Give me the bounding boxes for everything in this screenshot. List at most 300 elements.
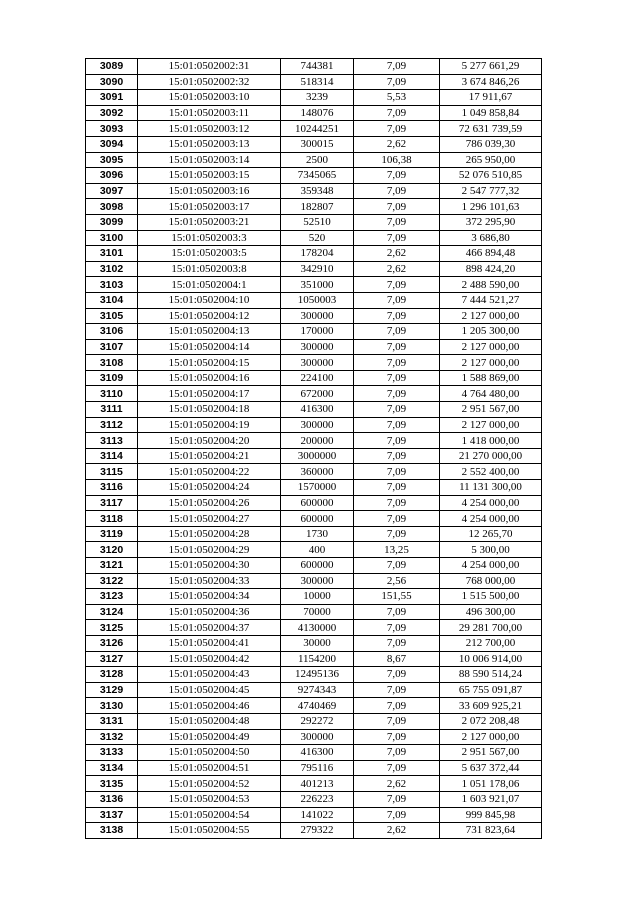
row-number-cell: 3134 xyxy=(86,760,138,776)
rate-cell: 2,56 xyxy=(354,573,440,589)
row-number-cell: 3126 xyxy=(86,635,138,651)
table-body xyxy=(86,59,542,839)
cadastral-number-cell: 15:01:0502004:18 xyxy=(138,402,281,418)
rate-cell: 5,53 xyxy=(354,90,440,106)
rate-cell: 7,09 xyxy=(354,558,440,574)
cadastral-number-cell: 15:01:0502004:22 xyxy=(138,464,281,480)
row-number-cell: 3120 xyxy=(86,542,138,558)
value-cell: 2 127 000,00 xyxy=(440,417,542,433)
table-row xyxy=(86,246,542,262)
rate-cell: 7,09 xyxy=(354,464,440,480)
row-number-cell: 3103 xyxy=(86,277,138,293)
table-row xyxy=(86,589,542,605)
table-row xyxy=(86,183,542,199)
rate-cell: 7,09 xyxy=(354,448,440,464)
cadastral-number-cell: 15:01:0502004:16 xyxy=(138,370,281,386)
row-number-cell: 3127 xyxy=(86,651,138,667)
cadastral-number-cell: 15:01:0502004:15 xyxy=(138,355,281,371)
row-number-cell: 3137 xyxy=(86,807,138,823)
table-row xyxy=(86,604,542,620)
cadastral-number-cell: 15:01:0502002:31 xyxy=(138,59,281,75)
value-cell: 10 006 914,00 xyxy=(440,651,542,667)
value-cell: 999 845,98 xyxy=(440,807,542,823)
area-cell: 141022 xyxy=(281,807,354,823)
cadastral-number-cell: 15:01:0502004:46 xyxy=(138,698,281,714)
table-row xyxy=(86,620,542,636)
row-number-cell: 3102 xyxy=(86,261,138,277)
value-cell: 2 951 567,00 xyxy=(440,745,542,761)
row-number-cell: 3110 xyxy=(86,386,138,402)
area-cell: 600000 xyxy=(281,495,354,511)
rate-cell: 7,09 xyxy=(354,511,440,527)
cadastral-number-cell: 15:01:0502004:13 xyxy=(138,324,281,340)
row-number-cell: 3089 xyxy=(86,59,138,75)
area-cell: 520 xyxy=(281,230,354,246)
table-row xyxy=(86,667,542,683)
cadastral-number-cell: 15:01:0502004:19 xyxy=(138,417,281,433)
rate-cell: 7,09 xyxy=(354,105,440,121)
row-number-cell: 3121 xyxy=(86,558,138,574)
row-number-cell: 3092 xyxy=(86,105,138,121)
cadastral-number-cell: 15:01:0502003:15 xyxy=(138,168,281,184)
rate-cell: 7,09 xyxy=(354,74,440,90)
rate-cell: 7,09 xyxy=(354,698,440,714)
cadastral-number-cell: 15:01:0502004:20 xyxy=(138,433,281,449)
row-number-cell: 3132 xyxy=(86,729,138,745)
row-number-cell: 3093 xyxy=(86,121,138,137)
rate-cell: 7,09 xyxy=(354,433,440,449)
value-cell: 88 590 514,24 xyxy=(440,667,542,683)
cadastral-number-cell: 15:01:0502003:16 xyxy=(138,183,281,199)
row-number-cell: 3138 xyxy=(86,823,138,839)
rate-cell: 7,09 xyxy=(354,168,440,184)
table-row xyxy=(86,152,542,168)
value-cell: 768 000,00 xyxy=(440,573,542,589)
row-number-cell: 3096 xyxy=(86,168,138,184)
value-cell: 65 755 091,87 xyxy=(440,682,542,698)
rate-cell: 7,09 xyxy=(354,402,440,418)
cadastral-number-cell: 15:01:0502004:43 xyxy=(138,667,281,683)
value-cell: 2 552 400,00 xyxy=(440,464,542,480)
table-row xyxy=(86,729,542,745)
value-cell: 52 076 510,85 xyxy=(440,168,542,184)
row-number-cell: 3135 xyxy=(86,776,138,792)
table-row xyxy=(86,823,542,839)
cadastral-number-cell: 15:01:0502003:11 xyxy=(138,105,281,121)
row-number-cell: 3114 xyxy=(86,448,138,464)
area-cell: 416300 xyxy=(281,745,354,761)
rate-cell: 7,09 xyxy=(354,308,440,324)
table-row xyxy=(86,573,542,589)
value-cell: 3 674 846,26 xyxy=(440,74,542,90)
table-row xyxy=(86,136,542,152)
cadastral-number-cell: 15:01:0502004:36 xyxy=(138,604,281,620)
cadastral-number-cell: 15:01:0502004:41 xyxy=(138,635,281,651)
value-cell: 4 254 000,00 xyxy=(440,511,542,527)
rate-cell: 2,62 xyxy=(354,246,440,262)
row-number-cell: 3097 xyxy=(86,183,138,199)
cadastral-number-cell: 15:01:0502004:12 xyxy=(138,308,281,324)
rate-cell: 7,09 xyxy=(354,480,440,496)
cadastral-number-cell: 15:01:0502004:42 xyxy=(138,651,281,667)
value-cell: 731 823,64 xyxy=(440,823,542,839)
cadastral-number-cell: 15:01:0502004:50 xyxy=(138,745,281,761)
row-number-cell: 3106 xyxy=(86,324,138,340)
rate-cell: 2,62 xyxy=(354,776,440,792)
rate-cell: 7,09 xyxy=(354,667,440,683)
row-number-cell: 3101 xyxy=(86,246,138,262)
table-row xyxy=(86,277,542,293)
cadastral-number-cell: 15:01:0502003:21 xyxy=(138,214,281,230)
table-row xyxy=(86,402,542,418)
table-row xyxy=(86,760,542,776)
cadastral-number-cell: 15:01:0502004:48 xyxy=(138,713,281,729)
table-row xyxy=(86,635,542,651)
value-cell: 2 547 777,32 xyxy=(440,183,542,199)
rate-cell: 2,62 xyxy=(354,823,440,839)
table-row xyxy=(86,776,542,792)
table-row xyxy=(86,791,542,807)
table-row xyxy=(86,745,542,761)
value-cell: 5 277 661,29 xyxy=(440,59,542,75)
row-number-cell: 3107 xyxy=(86,339,138,355)
value-cell: 5 637 372,44 xyxy=(440,760,542,776)
value-cell: 372 295,90 xyxy=(440,214,542,230)
value-cell: 1 205 300,00 xyxy=(440,324,542,340)
rate-cell: 2,62 xyxy=(354,261,440,277)
cadastral-value-table xyxy=(85,58,542,839)
area-cell: 300000 xyxy=(281,339,354,355)
area-cell: 200000 xyxy=(281,433,354,449)
table-row xyxy=(86,448,542,464)
area-cell: 1730 xyxy=(281,526,354,542)
area-cell: 600000 xyxy=(281,558,354,574)
area-cell: 9274343 xyxy=(281,682,354,698)
cadastral-number-cell: 15:01:0502004:21 xyxy=(138,448,281,464)
table-row xyxy=(86,292,542,308)
area-cell: 70000 xyxy=(281,604,354,620)
row-number-cell: 3136 xyxy=(86,791,138,807)
rate-cell: 7,09 xyxy=(354,355,440,371)
row-number-cell: 3105 xyxy=(86,308,138,324)
rate-cell: 7,09 xyxy=(354,495,440,511)
cadastral-number-cell: 15:01:0502003:14 xyxy=(138,152,281,168)
row-number-cell: 3118 xyxy=(86,511,138,527)
cadastral-number-cell: 15:01:0502004:49 xyxy=(138,729,281,745)
table-row xyxy=(86,370,542,386)
cadastral-number-cell: 15:01:0502004:17 xyxy=(138,386,281,402)
area-cell: 300000 xyxy=(281,417,354,433)
rate-cell: 2,62 xyxy=(354,136,440,152)
area-cell: 400 xyxy=(281,542,354,558)
value-cell: 786 039,30 xyxy=(440,136,542,152)
rate-cell: 7,09 xyxy=(354,682,440,698)
cadastral-number-cell: 15:01:0502004:30 xyxy=(138,558,281,574)
table-row xyxy=(86,698,542,714)
cadastral-number-cell: 15:01:0502003:5 xyxy=(138,246,281,262)
value-cell: 4 764 480,00 xyxy=(440,386,542,402)
value-cell: 2 127 000,00 xyxy=(440,308,542,324)
value-cell: 17 911,67 xyxy=(440,90,542,106)
row-number-cell: 3119 xyxy=(86,526,138,542)
area-cell: 744381 xyxy=(281,59,354,75)
rate-cell: 7,09 xyxy=(354,635,440,651)
cadastral-number-cell: 15:01:0502004:52 xyxy=(138,776,281,792)
row-number-cell: 3125 xyxy=(86,620,138,636)
row-number-cell: 3094 xyxy=(86,136,138,152)
cadastral-number-cell: 15:01:0502004:26 xyxy=(138,495,281,511)
rate-cell: 7,09 xyxy=(354,791,440,807)
cadastral-number-cell: 15:01:0502004:10 xyxy=(138,292,281,308)
table-row xyxy=(86,261,542,277)
rate-cell: 7,09 xyxy=(354,620,440,636)
value-cell: 12 265,70 xyxy=(440,526,542,542)
cadastral-number-cell: 15:01:0502004:45 xyxy=(138,682,281,698)
cadastral-number-cell: 15:01:0502003:3 xyxy=(138,230,281,246)
row-number-cell: 3104 xyxy=(86,292,138,308)
table-row xyxy=(86,433,542,449)
row-number-cell: 3130 xyxy=(86,698,138,714)
value-cell: 7 444 521,27 xyxy=(440,292,542,308)
row-number-cell: 3128 xyxy=(86,667,138,683)
area-cell: 360000 xyxy=(281,464,354,480)
area-cell: 4130000 xyxy=(281,620,354,636)
cadastral-number-cell: 15:01:0502004:24 xyxy=(138,480,281,496)
row-number-cell: 3117 xyxy=(86,495,138,511)
rate-cell: 7,09 xyxy=(354,386,440,402)
value-cell: 2 127 000,00 xyxy=(440,729,542,745)
table-row xyxy=(86,74,542,90)
value-cell: 1 418 000,00 xyxy=(440,433,542,449)
table-row xyxy=(86,651,542,667)
area-cell: 279322 xyxy=(281,823,354,839)
area-cell: 148076 xyxy=(281,105,354,121)
table-row xyxy=(86,542,542,558)
rate-cell: 7,09 xyxy=(354,370,440,386)
area-cell: 10244251 xyxy=(281,121,354,137)
area-cell: 3239 xyxy=(281,90,354,106)
cadastral-number-cell: 15:01:0502004:14 xyxy=(138,339,281,355)
cadastral-number-cell: 15:01:0502004:27 xyxy=(138,511,281,527)
area-cell: 416300 xyxy=(281,402,354,418)
cadastral-number-cell: 15:01:0502004:53 xyxy=(138,791,281,807)
rate-cell: 7,09 xyxy=(354,214,440,230)
rate-cell: 7,09 xyxy=(354,59,440,75)
rate-cell: 7,09 xyxy=(354,277,440,293)
area-cell: 4740469 xyxy=(281,698,354,714)
area-cell: 2500 xyxy=(281,152,354,168)
rate-cell: 7,09 xyxy=(354,713,440,729)
value-cell: 265 950,00 xyxy=(440,152,542,168)
value-cell: 21 270 000,00 xyxy=(440,448,542,464)
rate-cell: 7,09 xyxy=(354,199,440,215)
value-cell: 5 300,00 xyxy=(440,542,542,558)
area-cell: 10000 xyxy=(281,589,354,605)
table-row xyxy=(86,168,542,184)
value-cell: 1 051 178,06 xyxy=(440,776,542,792)
row-number-cell: 3109 xyxy=(86,370,138,386)
value-cell: 3 686,80 xyxy=(440,230,542,246)
table-row xyxy=(86,526,542,542)
row-number-cell: 3090 xyxy=(86,74,138,90)
table-row xyxy=(86,339,542,355)
cadastral-number-cell: 15:01:0502004:37 xyxy=(138,620,281,636)
value-cell: 2 488 590,00 xyxy=(440,277,542,293)
value-cell: 29 281 700,00 xyxy=(440,620,542,636)
table-row xyxy=(86,464,542,480)
rate-cell: 7,09 xyxy=(354,121,440,137)
table-row xyxy=(86,558,542,574)
cadastral-number-cell: 15:01:0502003:17 xyxy=(138,199,281,215)
value-cell: 2 127 000,00 xyxy=(440,355,542,371)
row-number-cell: 3131 xyxy=(86,713,138,729)
area-cell: 359348 xyxy=(281,183,354,199)
table-row xyxy=(86,214,542,230)
rate-cell: 7,09 xyxy=(354,417,440,433)
table-row xyxy=(86,230,542,246)
area-cell: 300000 xyxy=(281,729,354,745)
row-number-cell: 3099 xyxy=(86,214,138,230)
row-number-cell: 3116 xyxy=(86,480,138,496)
value-cell: 72 631 739,59 xyxy=(440,121,542,137)
area-cell: 600000 xyxy=(281,511,354,527)
row-number-cell: 3122 xyxy=(86,573,138,589)
rate-cell: 7,09 xyxy=(354,526,440,542)
value-cell: 33 609 925,21 xyxy=(440,698,542,714)
rate-cell: 7,09 xyxy=(354,604,440,620)
cadastral-number-cell: 15:01:0502003:10 xyxy=(138,90,281,106)
rate-cell: 151,55 xyxy=(354,589,440,605)
table-row xyxy=(86,713,542,729)
value-cell: 212 700,00 xyxy=(440,635,542,651)
cadastral-number-cell: 15:01:0502004:28 xyxy=(138,526,281,542)
table-row xyxy=(86,105,542,121)
area-cell: 1570000 xyxy=(281,480,354,496)
area-cell: 7345065 xyxy=(281,168,354,184)
area-cell: 1154200 xyxy=(281,651,354,667)
area-cell: 52510 xyxy=(281,214,354,230)
rate-cell: 13,25 xyxy=(354,542,440,558)
area-cell: 672000 xyxy=(281,386,354,402)
cadastral-number-cell: 15:01:0502003:12 xyxy=(138,121,281,137)
table-row xyxy=(86,121,542,137)
cadastral-number-cell: 15:01:0502004:55 xyxy=(138,823,281,839)
area-cell: 1050003 xyxy=(281,292,354,308)
area-cell: 182807 xyxy=(281,199,354,215)
row-number-cell: 3100 xyxy=(86,230,138,246)
value-cell: 4 254 000,00 xyxy=(440,558,542,574)
area-cell: 518314 xyxy=(281,74,354,90)
rate-cell: 7,09 xyxy=(354,292,440,308)
table-row xyxy=(86,807,542,823)
table-row xyxy=(86,417,542,433)
value-cell: 1 515 500,00 xyxy=(440,589,542,605)
cadastral-number-cell: 15:01:0502004:54 xyxy=(138,807,281,823)
row-number-cell: 3098 xyxy=(86,199,138,215)
area-cell: 300000 xyxy=(281,573,354,589)
value-cell: 1 588 869,00 xyxy=(440,370,542,386)
row-number-cell: 3113 xyxy=(86,433,138,449)
row-number-cell: 3133 xyxy=(86,745,138,761)
value-cell: 898 424,20 xyxy=(440,261,542,277)
table-row xyxy=(86,495,542,511)
rate-cell: 7,09 xyxy=(354,760,440,776)
value-cell: 1 296 101,63 xyxy=(440,199,542,215)
area-cell: 170000 xyxy=(281,324,354,340)
row-number-cell: 3129 xyxy=(86,682,138,698)
table-row xyxy=(86,59,542,75)
table-row xyxy=(86,308,542,324)
value-cell: 2 127 000,00 xyxy=(440,339,542,355)
row-number-cell: 3111 xyxy=(86,402,138,418)
area-cell: 12495136 xyxy=(281,667,354,683)
cadastral-number-cell: 15:01:0502004:51 xyxy=(138,760,281,776)
area-cell: 351000 xyxy=(281,277,354,293)
row-number-cell: 3124 xyxy=(86,604,138,620)
rate-cell: 7,09 xyxy=(354,729,440,745)
area-cell: 224100 xyxy=(281,370,354,386)
row-number-cell: 3095 xyxy=(86,152,138,168)
area-cell: 3000000 xyxy=(281,448,354,464)
cadastral-number-cell: 15:01:0502004:29 xyxy=(138,542,281,558)
cadastral-number-cell: 15:01:0502003:8 xyxy=(138,261,281,277)
rate-cell: 7,09 xyxy=(354,807,440,823)
area-cell: 795116 xyxy=(281,760,354,776)
table-row xyxy=(86,355,542,371)
table-row xyxy=(86,199,542,215)
rate-cell: 106,38 xyxy=(354,152,440,168)
value-cell: 2 951 567,00 xyxy=(440,402,542,418)
area-cell: 300000 xyxy=(281,355,354,371)
rate-cell: 7,09 xyxy=(354,324,440,340)
value-cell: 2 072 208,48 xyxy=(440,713,542,729)
value-cell: 11 131 300,00 xyxy=(440,480,542,496)
value-cell: 4 254 000,00 xyxy=(440,495,542,511)
cadastral-number-cell: 15:01:0502004:1 xyxy=(138,277,281,293)
area-cell: 300000 xyxy=(281,308,354,324)
value-cell: 1 049 858,84 xyxy=(440,105,542,121)
rate-cell: 8,67 xyxy=(354,651,440,667)
area-cell: 226223 xyxy=(281,791,354,807)
table-row xyxy=(86,480,542,496)
row-number-cell: 3108 xyxy=(86,355,138,371)
area-cell: 292272 xyxy=(281,713,354,729)
cadastral-number-cell: 15:01:0502004:33 xyxy=(138,573,281,589)
table-row xyxy=(86,511,542,527)
row-number-cell: 3112 xyxy=(86,417,138,433)
rate-cell: 7,09 xyxy=(354,339,440,355)
table-row xyxy=(86,386,542,402)
area-cell: 300015 xyxy=(281,136,354,152)
cadastral-number-cell: 15:01:0502004:34 xyxy=(138,589,281,605)
area-cell: 401213 xyxy=(281,776,354,792)
row-number-cell: 3091 xyxy=(86,90,138,106)
cadastral-number-cell: 15:01:0502002:32 xyxy=(138,74,281,90)
value-cell: 466 894,48 xyxy=(440,246,542,262)
rate-cell: 7,09 xyxy=(354,745,440,761)
table-row xyxy=(86,682,542,698)
rate-cell: 7,09 xyxy=(354,230,440,246)
value-cell: 496 300,00 xyxy=(440,604,542,620)
area-cell: 178204 xyxy=(281,246,354,262)
area-cell: 30000 xyxy=(281,635,354,651)
value-cell: 1 603 921,07 xyxy=(440,791,542,807)
table-row xyxy=(86,90,542,106)
rate-cell: 7,09 xyxy=(354,183,440,199)
row-number-cell: 3115 xyxy=(86,464,138,480)
cadastral-number-cell: 15:01:0502003:13 xyxy=(138,136,281,152)
area-cell: 342910 xyxy=(281,261,354,277)
